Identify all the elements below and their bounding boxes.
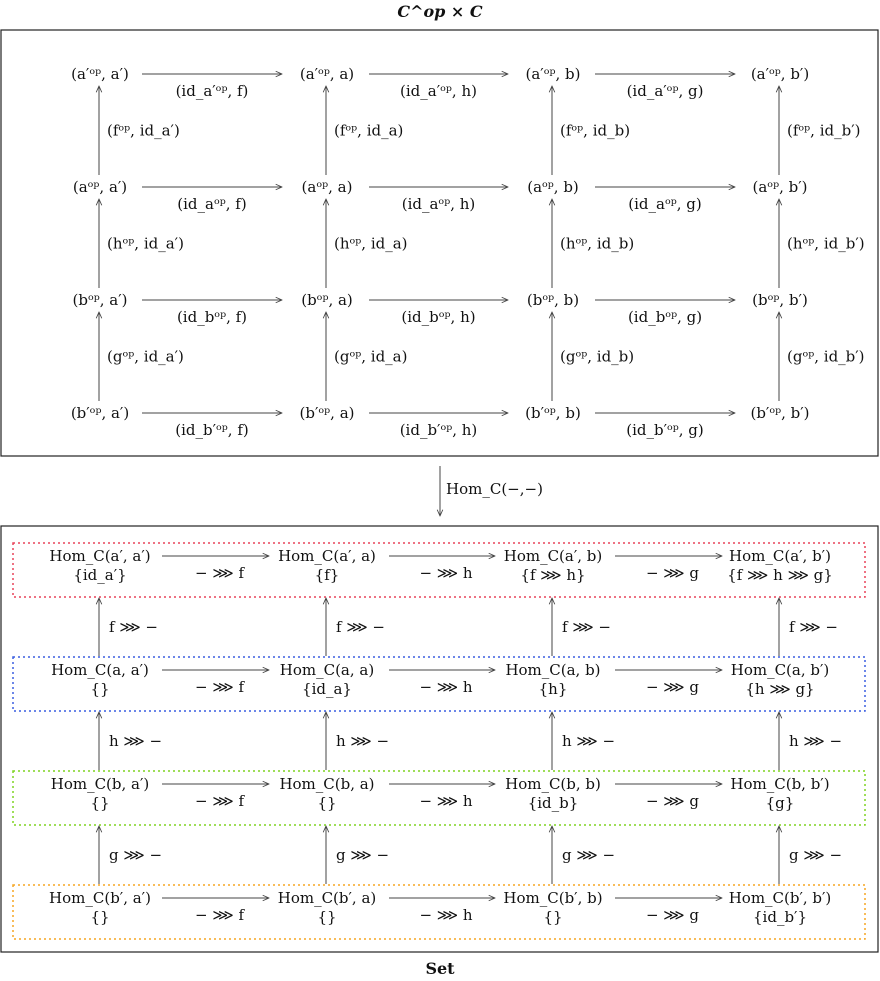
op-object: (aᵒᵖ, b′): [752, 178, 808, 196]
op-vertical-label: (gᵒᵖ, id_a): [334, 347, 408, 366]
op-object: (bᵒᵖ, b): [526, 291, 580, 309]
hom-set-node: [257, 889, 397, 927]
op-horizontal-label: (id_b′ᵒᵖ, h): [399, 421, 478, 439]
hom-set-node: [257, 547, 397, 585]
hom-set-node: [710, 547, 850, 585]
set-vertical-label: g ⋙ −: [562, 846, 616, 864]
hom-set-node: [710, 775, 850, 813]
op-vertical-label: (gᵒᵖ, id_a′): [107, 347, 184, 366]
hom-set-name: Hom_C(b′, b′): [728, 889, 832, 907]
set-horizontal-label: − ⋙ h: [419, 564, 473, 582]
hom-set-elements: {id_a}: [302, 680, 352, 698]
hom-set-elements: {g}: [765, 794, 795, 812]
bottom-title: Set: [425, 959, 455, 978]
set-vertical-label: g ⋙ −: [789, 846, 843, 864]
op-vertical-label: (fᵒᵖ, id_b′): [787, 121, 861, 140]
hom-set-name: Hom_C(a, a′): [51, 661, 149, 679]
op-object: (bᵒᵖ, a): [301, 291, 353, 309]
op-vertical-label: (gᵒᵖ, id_b): [560, 347, 635, 366]
op-horizontal-label: (id_b′ᵒᵖ, g): [626, 421, 704, 439]
set-horizontal-label: − ⋙ f: [195, 906, 244, 924]
op-object: (a′ᵒᵖ, a′): [71, 65, 129, 83]
hom-set-elements: {id_b′}: [753, 908, 807, 926]
op-horizontal-label: (id_a′ᵒᵖ, g): [626, 82, 704, 100]
op-vertical-label: (fᵒᵖ, id_b): [560, 121, 631, 140]
op-horizontal-label: (id_a′ᵒᵖ, f): [175, 82, 249, 100]
op-object: (aᵒᵖ, a): [301, 178, 353, 196]
op-horizontal-label: (id_bᵒᵖ, g): [627, 308, 703, 326]
op-horizontal-label: (id_bᵒᵖ, f): [176, 308, 248, 326]
op-object: (a′ᵒᵖ, b): [525, 65, 581, 83]
hom-set-elements: {f}: [314, 566, 340, 584]
functor-label: Hom_C(−,−): [446, 480, 543, 498]
op-vertical-label: (fᵒᵖ, id_a′): [107, 121, 180, 140]
hom-set-name: Hom_C(a′, b): [503, 547, 603, 565]
hom-set-name: Hom_C(b, a′): [50, 775, 150, 793]
hom-set-elements: {}: [90, 794, 110, 812]
hom-set-node: [30, 889, 170, 927]
hom-set-node: [483, 547, 623, 585]
hom-set-name: Hom_C(a, b′): [730, 661, 830, 679]
hom-set-name: Hom_C(b′, b): [503, 889, 603, 907]
hom-set-elements: {f ⋙ h ⋙ g}: [727, 566, 833, 584]
op-object: (b′ᵒᵖ, b′): [750, 404, 810, 422]
hom-set-node: [30, 547, 170, 585]
hom-set-name: Hom_C(a′, a′): [49, 547, 151, 565]
set-vertical-label: f ⋙ −: [789, 618, 838, 636]
hom-set-elements: {}: [317, 794, 337, 812]
hom-set-name: Hom_C(a, a): [279, 661, 375, 679]
hom-set-elements: {f ⋙ h}: [520, 566, 586, 584]
op-object: (b′ᵒᵖ, a′): [70, 404, 130, 422]
op-vertical-label: (hᵒᵖ, id_a): [334, 234, 408, 253]
op-vertical-label: (hᵒᵖ, id_a′): [107, 234, 184, 253]
hom-set-node: [30, 775, 170, 813]
hom-set-elements: {}: [90, 680, 110, 698]
hom-set-name: Hom_C(a′, b′): [729, 547, 831, 565]
hom-set-elements: {id_a′}: [73, 566, 127, 584]
op-vertical-label: (hᵒᵖ, id_b): [560, 234, 635, 253]
set-horizontal-label: − ⋙ g: [645, 792, 700, 810]
hom-set-node: [30, 661, 170, 699]
set-horizontal-label: − ⋙ h: [419, 792, 473, 810]
hom-set-name: Hom_C(b′, a): [277, 889, 377, 907]
op-horizontal-label: (id_bᵒᵖ, h): [401, 308, 476, 326]
set-horizontal-label: − ⋙ f: [195, 792, 244, 810]
op-object: (a′ᵒᵖ, b′): [750, 65, 810, 83]
op-object: (aᵒᵖ, b): [527, 178, 579, 196]
hom-set-node: [483, 889, 623, 927]
set-horizontal-label: − ⋙ g: [645, 678, 700, 696]
hom-set-node: [710, 889, 850, 927]
hom-set-name: Hom_C(b, b′): [730, 775, 830, 793]
hom-set-elements: {h}: [538, 680, 568, 698]
set-horizontal-label: − ⋙ h: [419, 678, 473, 696]
op-horizontal-label: (id_aᵒᵖ, g): [628, 195, 702, 213]
set-vertical-label: h ⋙ −: [562, 732, 616, 750]
hom-set-name: Hom_C(b, b): [505, 775, 601, 793]
set-vertical-label: g ⋙ −: [109, 846, 163, 864]
hom-set-elements: {h ⋙ g}: [745, 680, 815, 698]
op-object: (a′ᵒᵖ, a): [299, 65, 355, 83]
set-vertical-label: f ⋙ −: [336, 618, 385, 636]
op-horizontal-label: (id_a′ᵒᵖ, h): [400, 82, 477, 100]
set-horizontal-label: − ⋙ f: [195, 678, 244, 696]
op-horizontal-label: (id_aᵒᵖ, f): [177, 195, 247, 213]
hom-set-name: Hom_C(b, a): [279, 775, 375, 793]
hom-set-elements: {}: [543, 908, 563, 926]
set-vertical-label: g ⋙ −: [336, 846, 390, 864]
set-vertical-label: f ⋙ −: [109, 618, 158, 636]
hom-set-name: Hom_C(a′, a): [278, 547, 376, 565]
set-horizontal-label: − ⋙ g: [645, 564, 700, 582]
hom-set-name: Hom_C(b′, a′): [49, 889, 151, 907]
op-vertical-label: (hᵒᵖ, id_b′): [787, 234, 865, 253]
op-object: (b′ᵒᵖ, a): [299, 404, 355, 422]
hom-set-node: [483, 775, 623, 813]
op-horizontal-label: (id_aᵒᵖ, h): [401, 195, 476, 213]
hom-set-node: [710, 661, 850, 699]
hom-set-node: [257, 775, 397, 813]
op-vertical-label: (fᵒᵖ, id_a): [334, 121, 404, 140]
top-title: C^op × C: [397, 2, 483, 21]
hom-set-elements: {}: [90, 908, 110, 926]
op-object: (bᵒᵖ, a′): [72, 291, 128, 309]
set-vertical-label: f ⋙ −: [562, 618, 611, 636]
hom-set-name: Hom_C(a, b): [505, 661, 601, 679]
set-vertical-label: h ⋙ −: [789, 732, 843, 750]
hom-set-elements: {}: [317, 908, 337, 926]
hom-set-node: [483, 661, 623, 699]
op-object: (aᵒᵖ, a′): [72, 178, 128, 196]
op-object: (b′ᵒᵖ, b): [525, 404, 581, 422]
set-horizontal-label: − ⋙ h: [419, 906, 473, 924]
op-vertical-label: (gᵒᵖ, id_b′): [787, 347, 865, 366]
set-vertical-label: h ⋙ −: [109, 732, 163, 750]
set-vertical-label: h ⋙ −: [336, 732, 390, 750]
hom-set-node: [257, 661, 397, 699]
op-horizontal-label: (id_b′ᵒᵖ, f): [175, 421, 249, 439]
op-object: (bᵒᵖ, b′): [752, 291, 808, 309]
set-horizontal-label: − ⋙ f: [195, 564, 244, 582]
hom-set-elements: {id_b}: [527, 794, 579, 812]
set-horizontal-label: − ⋙ g: [645, 906, 700, 924]
